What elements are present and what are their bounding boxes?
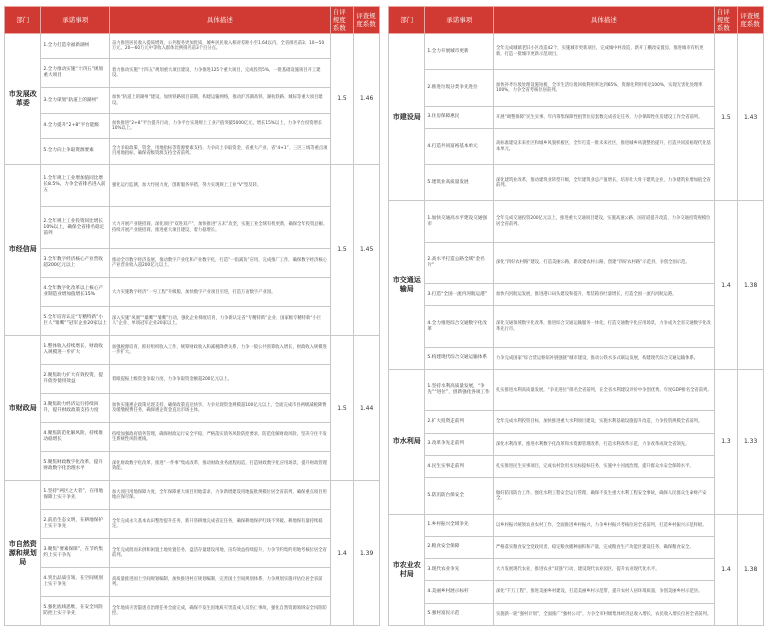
- table-row: [389, 536, 764, 558]
- header-eval-score: 评查规度系数: [354, 7, 380, 34]
- commitment-item-cell: 3.住房保障惠民: [425, 106, 494, 128]
- header-eval-score: 评查规度系数: [738, 7, 764, 34]
- commitment-item-cell: 5.防汛防台保安全: [425, 478, 494, 514]
- table-row: [5, 88, 380, 113]
- commitment-item-cell: 1.坚持水利高质量发展，“争先”“进位”，创新强化各项工作: [425, 370, 494, 411]
- self-score-cell: 1.5: [330, 336, 354, 481]
- table-row: [389, 433, 764, 455]
- commitment-item-cell: 3.聚焦“要素保障”，在节约集约上实干争先: [41, 538, 110, 567]
- table-row: [5, 567, 380, 596]
- description-cell: 深化“千万工程”，推进美丽乡村建设，打造美丽乡村示范带，提升农村人居环境质量，争创美丽乡村示范县。: [493, 581, 714, 603]
- table-row: [389, 70, 764, 106]
- commitment-item-cell: 4.民生实事走前列: [425, 455, 494, 477]
- eval-score-cell: 1.39: [354, 481, 380, 626]
- table-header-row: [5, 7, 380, 34]
- header-desc: 具体描述: [109, 7, 330, 34]
- commitment-item-cell: 4.全年数字化改革以上核心产业制造业增加值增长15%: [41, 278, 110, 307]
- description-cell: 全年完成批而未供和闲置土地处置任务，盘活存量建设用地，亩均效益持续提升，力争节约集约用地考核位居全省前列。: [109, 538, 330, 567]
- description-cell: 着力推动实施“十四五”规划重大项目建设，力争推进125个重大项目，完成投资5%，一批基础设施项目开工建设。: [109, 59, 330, 88]
- description-cell: 深入实施“凤凰”“雄鹰”“雏鹰”行动，强化企业梯度培育，力争新认定省“专精特新”企业、国家级专精特新“小巨人”企业、单项冠军企业20家以上。: [109, 307, 330, 336]
- commitment-item-cell: 3.改革争先走前列: [425, 433, 494, 455]
- commitment-item-cell: 2.高水平打造公路全域“金名片”: [425, 242, 494, 283]
- commitment-item-cell: 2.扩大投资走前列: [425, 411, 494, 433]
- table-row: [389, 347, 764, 369]
- description-cell: 深化建筑业改革，推动建筑业转型升级，全年建筑业总产值增长，培育壮大骨干建筑企业，力争建筑业增加值全省前列。: [493, 165, 714, 201]
- eval-score-cell: 1.38: [738, 514, 764, 625]
- table-row: [5, 452, 380, 481]
- eval-score-cell: 1.33: [738, 370, 764, 514]
- commitment-item-cell: 3.聚焦助力经济运行持续回升，提升财政政策支持力度: [41, 394, 110, 423]
- table-header-row: [389, 7, 764, 34]
- commitment-item-cell: 4.突出品质引领，在空间规划上实干争先: [41, 567, 110, 596]
- table-row: [389, 411, 764, 433]
- commitment-item-cell: 1.乡村振兴全域争先: [425, 514, 494, 536]
- eval-score-cell: 1.38: [738, 201, 764, 370]
- self-score-cell: 1.5: [714, 34, 738, 201]
- header-dept: 部门: [389, 7, 425, 34]
- table-row: [5, 307, 380, 336]
- table-row: [5, 249, 380, 278]
- department-cell: 市经信局: [5, 164, 41, 336]
- self-score-cell: 1.5: [330, 164, 354, 336]
- table-row: [389, 34, 764, 70]
- table-row: [5, 365, 380, 394]
- header-item: 承诺事项: [425, 7, 494, 34]
- left-commitment-table: [4, 6, 380, 626]
- description-cell: 扎实推进民生实事项目，完成农村饮用水达标提标任务，实施中小河流治理，提升群众水安全保障水平。: [493, 455, 714, 477]
- right-commitment-table: [388, 6, 764, 626]
- table-row: [5, 481, 380, 510]
- description-cell: 实施新一轮“强村计划”，全面推广“强村公司”，力争全市村级集体经济总收入增长，农民收入增长位居全省前列。: [493, 603, 714, 625]
- commitment-item-cell: 3.现代农业争先: [425, 559, 494, 581]
- table-row: [389, 455, 764, 477]
- header-dept: 部门: [5, 7, 41, 34]
- eval-score-cell: 1.43: [738, 34, 764, 201]
- commitment-item-cell: 3.全力谋划“轨道上的湖州”: [41, 88, 110, 113]
- description-cell: 全年完成交通投资200亿元以上，推进重大交通项目建设，实施高速公路、国省道提升改造，力争交通投资规模位居全省前列。: [493, 201, 714, 242]
- commitment-item-cell: 5.强化底线思维，在安全风险防控上实干争先: [41, 596, 110, 625]
- table-row: [5, 113, 380, 138]
- right-table-body: [389, 34, 764, 626]
- commitment-item-cell: 2.全力推动实施“十四五”规划重大项目: [41, 59, 110, 88]
- description-cell: 开展“调整保障”民生实事，年内筹集保障性租赁住房套数完成省定任务，力争保障性住房建设工作全省前列。: [493, 106, 714, 128]
- description-cell: 全年完成永久基本农田整治提升任务，新开垦耕地完成省定任务，确保耕地保护红线不突破，耕地保有量持续稳定。: [109, 510, 330, 539]
- description-cell: 加快“轨道上的湖州”建设，加快铁路项目前期，构建运输网络，推动沪苏湖高铁、湖杭铁路、城际等重大项目建设。: [109, 88, 330, 113]
- description-cell: 奋力推进居民收入提质增效，公共服务更加优质，城乡居民收入相对差距小至1.64以内，全省排名前3；10—50万元、20—60万元中等收入群体比例排名前3个百分点。: [109, 34, 330, 59]
- commitment-item-cell: 5.强村富民示范: [425, 603, 494, 625]
- table-row: [389, 306, 764, 347]
- department-cell: 市发展改革委: [5, 34, 41, 165]
- table-row: [389, 370, 764, 411]
- commitment-item-cell: 2.推进垃圾分类争先进位: [425, 70, 494, 106]
- table-row: [389, 478, 764, 514]
- header-item: 承诺事项: [41, 7, 110, 34]
- table-row: [5, 423, 380, 452]
- commitment-item-cell: 2.聚焦助力扩大有效投资，提升债券使用效益: [41, 365, 110, 394]
- description-cell: 严格落实粮食安全党政同责，稳定粮食播种面积和产量，完成粮食生产功能区建设任务，确保粮食安全。: [493, 536, 714, 558]
- header-self-score: 自评规度系数: [714, 7, 738, 34]
- table-row: [5, 34, 380, 59]
- description-cell: 持续加强政府债务管理，确保财政运行安全平稳，严格落实债务风险防控要求，防范化解财政风险，坚决守住不发生系统性风险底线。: [109, 423, 330, 452]
- description-cell: 全力争取政策、资金、用地指标等资源要素支持，力争向上争取资金、省重大产业、省“4+1”、三区三线等重点项目用地指标，确保省级资源支持全省前列。: [109, 139, 330, 164]
- table-row: [5, 139, 380, 164]
- header-self-score: 自评规度系数: [330, 7, 354, 34]
- commitment-item-cell: 5.构建现代综合交通运输体系: [425, 347, 494, 369]
- eval-score-cell: 1.46: [354, 34, 380, 165]
- description-cell: 全年地质灾害隐患点治理任务全面完成，确保不发生因地质灾害造成人员伤亡事故，强化自然资源领域安全风险防控。: [109, 596, 330, 625]
- commitment-item-cell: 1.整体收入持续增长，财政收入规模进一步扩大: [41, 336, 110, 365]
- eval-score-cell: 1.45: [354, 164, 380, 336]
- self-score-cell: 1.4: [714, 514, 738, 625]
- description-cell: 全年完成城镇老旧小区改造42个，实施城市更新项目，完成城中村改造，新开工棚改安置房，推进城市有机更新，打造一批城市更新示范项目。: [493, 34, 714, 70]
- table-row: [389, 581, 764, 603]
- commitment-item-cell: 5.全年培育认定“专精特新”小巨人“雏鹰””冠军企业20家以上: [41, 307, 110, 336]
- table-row: [389, 514, 764, 536]
- left-table-body: [5, 34, 380, 626]
- department-cell: 市财政局: [5, 336, 41, 481]
- commitment-item-cell: 4.美丽乡村展示标杆: [425, 581, 494, 603]
- table-row: [5, 510, 380, 539]
- commitment-item-cell: 5.全力向上争取资源要素: [41, 139, 110, 164]
- self-score-cell: 1.4: [714, 201, 738, 370]
- description-cell: 加快内河航运发展，推进港口码头建设和提升，集装箱吞吐量增长，打造全国一流内河航运港。: [493, 284, 714, 306]
- table-row: [389, 201, 764, 242]
- description-cell: 加大项目用地保障力度，全年保障重大项目用地需求，力争新增建设用地报批规模位居全省前列，确保重点项目用地应保尽保。: [109, 481, 330, 510]
- description-cell: 全年完成水利投资目标，加快推进重大水利项目建设，实施水利基础设施提升改造，力争投资规模全省前列。: [493, 411, 714, 433]
- department-cell: 市农业农村局: [389, 514, 425, 625]
- table-row: [5, 596, 380, 625]
- table-row: [389, 284, 764, 306]
- commitment-item-cell: 1.加快交通高水平建设交通强市: [425, 201, 494, 242]
- commitment-item-cell: 5.建筑业高质量发展: [425, 165, 494, 201]
- table-row: [5, 206, 380, 248]
- table-row: [5, 164, 380, 206]
- description-cell: 高标准建设未来社区和城乡风貌样板区，全年打造一批未来社区，推进城乡风貌整治提升，打造共同富裕现代化基本单元。: [493, 128, 714, 164]
- table-row: [5, 278, 380, 307]
- department-cell: 市交通运输局: [389, 201, 425, 370]
- description-cell: 力争完成国家“综合货运枢纽补链强链”城市建设，推动公铁水多式联运发展，构建现代综合交通运输体系。: [493, 347, 714, 369]
- description-cell: 扎实推进水利高质量发展，“争先进位”排名全省前列，在全省水利建设评价中争创优秀，年度GDP排名全省前列。: [493, 370, 714, 411]
- description-cell: 着眼提振上级资金争取力度，力争争取资金额超200亿元以上。: [109, 365, 330, 394]
- commitment-item-cell: 4.全力推进综合交通数字化改革: [425, 306, 494, 347]
- description-cell: 加强税源培育，抓好组织收入工作，统筹财政收入和减税降费关系，力争一般公共预算收入增长，财政收入规模进一步扩大。: [109, 336, 330, 365]
- table-row: [5, 59, 380, 88]
- commitment-item-cell: 1.全年规上工业增加值同比增长8.5%，力争全省排名进入前五: [41, 164, 110, 206]
- commitment-item-cell: 5.聚焦财政数字化改革，提升财政数字化治理水平: [41, 452, 110, 481]
- description-cell: 加快补齐垃圾处理设施短板，全市生活垃圾回收利用率达到65%，资源化利用率达100%，实现无害化处理率100%，力争全省考核位居前列。: [493, 70, 714, 106]
- description-cell: 加快推进“2+8”平台提升行动，力争平台实现规上工业产值突破5000亿元，增长15%以上，力争平台投资增长10%以上。: [109, 113, 330, 138]
- commitment-item-cell: 1.全力打造幸福新湖州: [41, 34, 110, 59]
- department-cell: 市建设局: [389, 34, 425, 201]
- self-score-cell: 1.5: [330, 34, 354, 165]
- commitment-item-cell: 4.聚焦防范化解风险，持续推动稳增长: [41, 423, 110, 452]
- table-row: [389, 106, 764, 128]
- commitment-item-cell: 4.打造共同富裕基本单元: [425, 128, 494, 164]
- description-cell: 加快实施惠企政策兑现支持，确保政策直达快享，力争兑现资金规模超100亿元以上，全面完成市县两级减税降费及缓缴税费任务，确保惠企资金直达市场主体。: [109, 394, 330, 423]
- description-cell: 深化水利改革，推进水利数字化改革和水资源管理改革，打造水利改革示范，力争改革成效全省领先。: [493, 433, 714, 455]
- commitment-item-cell: 1.全力开展城市更新: [425, 34, 494, 70]
- commitment-item-cell: 2.前沿生态文明，在耕地保护上实干争先: [41, 510, 110, 539]
- description-cell: 做好防汛防台工作，强化水利工程安全运行管理，确保不发生重大水利工程安全事故，确保人民群众生命财产安全。: [493, 478, 714, 514]
- description-cell: 深化交通领域数字化改革，推进综合交通运输服务一体化，打造交通数字化应用场景，力争成为全省交通数字化改革先行市。: [493, 306, 714, 347]
- table-row: [5, 394, 380, 423]
- description-cell: 深化财政数字化改革，推进“一件事”集成改革，推动财政业务流程再造，打造财政数字化应用场景，提升财政管理效能。: [109, 452, 330, 481]
- table-row: [389, 165, 764, 201]
- commitment-item-cell: 3.打造“全国一流内河航运港”: [425, 284, 494, 306]
- description-cell: 推动全市数字经济发展，推动数字产业化和产业数字化，打造“一指减负”应用，完成推广工作，确保数字经济核心产业营业收入超200亿元以上。: [109, 249, 330, 278]
- description-cell: 大力实施数字经济“一号工程”升级版，加快数字产业项目引进，打造万亩数字产业园。: [109, 278, 330, 307]
- table-row: [5, 538, 380, 567]
- table-row: [389, 128, 764, 164]
- eval-score-cell: 1.44: [354, 336, 380, 481]
- self-score-cell: 1.4: [330, 481, 354, 626]
- department-cell: 市自然资源和规划局: [5, 481, 41, 626]
- department-cell: 市水利局: [389, 370, 425, 514]
- commitment-item-cell: 2.粮食安全保障: [425, 536, 494, 558]
- description-cell: 大力开展产业链招商，深化项目“双进双产”，加快推进“五未”攻坚，实施工业全域有机更新，确保全年投资总额。持续开展产业链招商，推进重大项目建设，着力稳增长。: [109, 206, 330, 248]
- description-cell: 高质量推进国土空间规划编制，加快推进村庄规划编制，完善国土空间规划体系，力争规划实施评估位居全省前列。: [109, 567, 330, 596]
- description-cell: 深化“四好农村路”建设，打造美丽公路，新改建农村公路，创建“四好农村路”示范县，争创全国示范。: [493, 242, 714, 283]
- commitment-item-cell: 2.全年规上工业投资同比增长10%以上，确保全省排名稳定前列: [41, 206, 110, 248]
- table-row: [5, 336, 380, 365]
- table-row: [389, 603, 764, 625]
- header-desc: 具体描述: [493, 7, 714, 34]
- description-cell: 大力发展现代农业，推进农业“双强”行动，建设现代农业园区，提升农业现代化水平。: [493, 559, 714, 581]
- commitment-item-cell: 4.全力提升“2+8”平台能级: [41, 113, 110, 138]
- self-score-cell: 1.3: [714, 370, 738, 514]
- description-cell: 强化运行监测，加大纾困力度，创新服务举措，努力实现规上工业“V”型反转。: [109, 164, 330, 206]
- commitment-item-cell: 3.全年数字经济核心产业营收超200亿元以上: [41, 249, 110, 278]
- table-row: [389, 559, 764, 581]
- description-cell: 以乡村振兴统领农业农村工作，全面推进乡村振兴，力争乡村振兴考核位居全省前列，打造乡村振兴示范样板。: [493, 514, 714, 536]
- table-row: [389, 242, 764, 283]
- commitment-item-cell: 1.坚持“两区之大者”，在用地保障上实干争先: [41, 481, 110, 510]
